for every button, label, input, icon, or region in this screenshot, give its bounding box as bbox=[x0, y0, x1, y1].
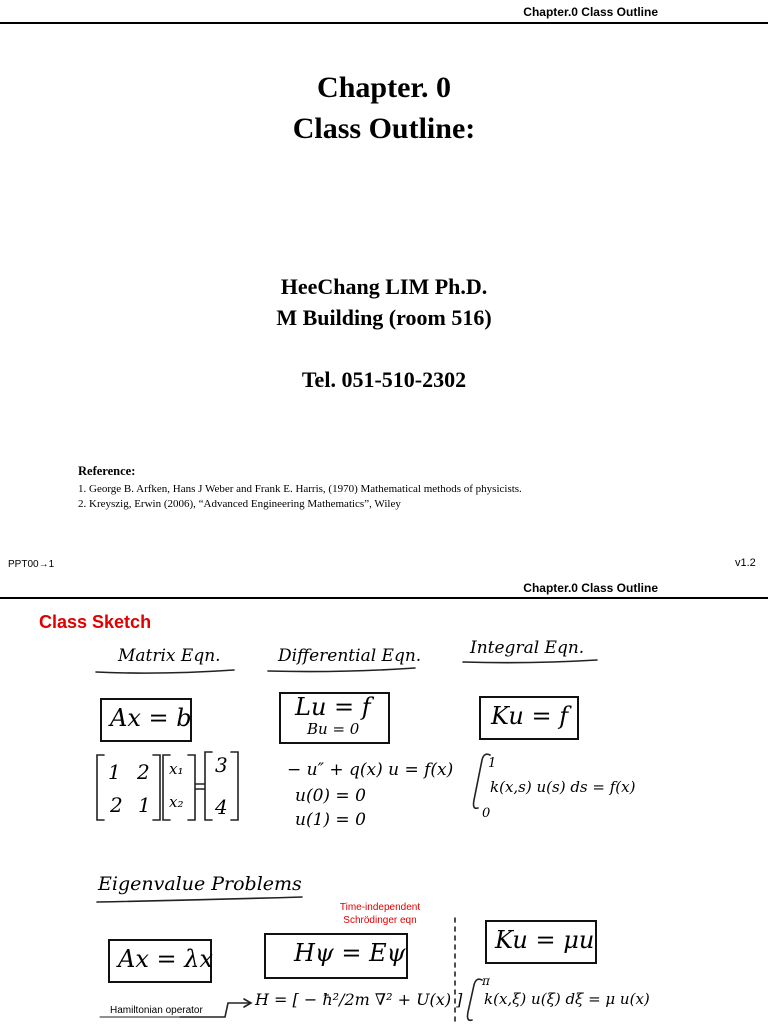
integral-equation-box bbox=[479, 696, 579, 740]
heading-integral-eqn: Integral Eqn. bbox=[470, 638, 585, 658]
slide1-title-line2: Class Outline: bbox=[292, 112, 476, 145]
schrodinger-box bbox=[264, 933, 408, 979]
eigen-matrix-box bbox=[108, 939, 212, 983]
matrix-a12: 2 bbox=[137, 760, 150, 784]
eigenvalue-heading: Eigenvalue Problems bbox=[98, 873, 302, 895]
matrix-a21: 2 bbox=[110, 793, 123, 817]
matrix-equation: Ax = b bbox=[110, 704, 192, 732]
integral-eigen-upper-limit: π bbox=[482, 974, 490, 988]
reference-heading: Reference: bbox=[78, 464, 136, 478]
integral-upper-limit: 1 bbox=[488, 756, 497, 771]
eigen-integral-equation: Ku = μu bbox=[495, 926, 595, 954]
differential-equation: Lu = f bbox=[295, 693, 371, 721]
telephone: Tel. 051-510-2302 bbox=[301, 367, 467, 392]
class-sketch-title: Class Sketch bbox=[39, 612, 152, 632]
heading-differential-eqn: Differential Eqn. bbox=[278, 646, 422, 666]
vector-x1: x₁ bbox=[169, 760, 184, 778]
heading-matrix-eqn: Matrix Eqn. bbox=[118, 646, 221, 666]
slide2-header: Chapter.0 Class Outline bbox=[523, 581, 658, 595]
integral-equation: Ku = f bbox=[491, 702, 569, 730]
reference-item: 1. George B. Arfken, Hans J Weber and Frank E. Harris, (1970) Mathematical methods of physicists. bbox=[78, 483, 522, 495]
author-name: HeeChang LIM Ph.D. bbox=[280, 274, 488, 299]
matrix-a22: 1 bbox=[138, 793, 151, 817]
boundary-condition-2: u(1) = 0 bbox=[295, 810, 366, 830]
eigen-integral-box bbox=[485, 920, 597, 964]
vector-b2: 4 bbox=[215, 795, 228, 819]
slide1-title-line1: Chapter. 0 bbox=[317, 71, 451, 104]
differential-equation-box bbox=[279, 692, 390, 744]
schrodinger-note: Time-independent Schrödinger eqn bbox=[339, 902, 421, 926]
ode-equation: − u″ + q(x) u = f(x) bbox=[287, 760, 454, 780]
eigen-matrix-equation: Ax = λx bbox=[118, 945, 213, 973]
boundary-operator-eq: Bu = 0 bbox=[307, 720, 360, 738]
hamiltonian-operator-label: Hamiltonian operator bbox=[110, 1005, 203, 1016]
integral-eigen-expression: k(x,ξ) u(ξ) dξ = μ u(x) bbox=[484, 990, 650, 1008]
slide-footer-code: PPT00→1 bbox=[8, 559, 55, 570]
matrix-a11: 1 bbox=[108, 760, 121, 784]
office-location: M Building (room 516) bbox=[276, 305, 492, 330]
vector-b1: 3 bbox=[215, 753, 228, 777]
integral-lower-limit: 0 bbox=[482, 806, 491, 821]
hamiltonian-definition: H = [ − ħ²/2m ∇² + U(x) ] bbox=[255, 990, 463, 1009]
vector-x2: x₂ bbox=[169, 793, 184, 811]
slide1-header: Chapter.0 Class Outline bbox=[523, 5, 658, 19]
schrodinger-equation: Hψ = Eψ bbox=[294, 939, 406, 967]
reference-item: 2. Kreyszig, Erwin (2006), “Advanced Engineering Mathematics”, Wiley bbox=[78, 498, 401, 510]
boundary-condition-1: u(0) = 0 bbox=[295, 786, 366, 806]
version-label: v1.2 bbox=[735, 557, 756, 569]
matrix-equation-box bbox=[100, 698, 192, 742]
integral-expression: k(x,s) u(s) ds = f(x) bbox=[490, 778, 636, 796]
